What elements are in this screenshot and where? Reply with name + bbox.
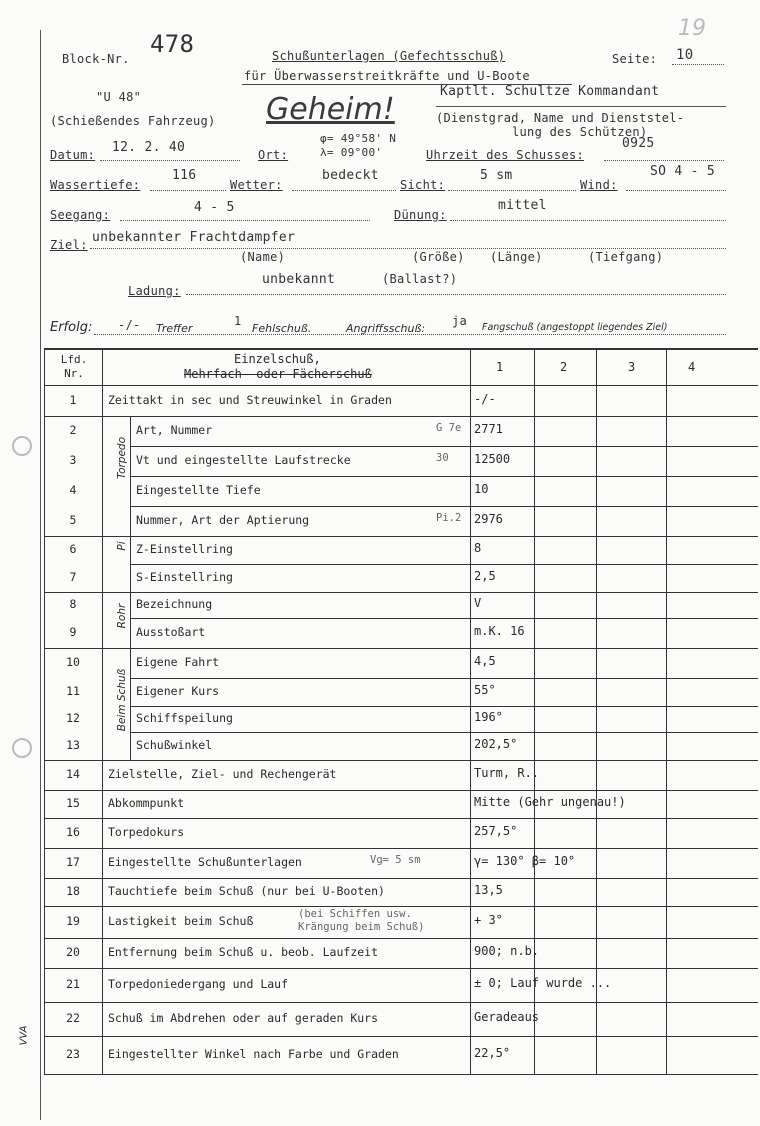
swell-value: mittel (498, 198, 547, 213)
block-number: 478 (150, 30, 195, 58)
row-rule (130, 446, 758, 447)
row-value-col1: 10 (474, 482, 489, 496)
row-value-col1: Mitte (Gehr ungenau!) (474, 795, 626, 809)
row-number: 8 (69, 597, 77, 611)
name-label: (Name) (240, 250, 286, 264)
date-dots (100, 160, 240, 161)
row-rule (130, 476, 758, 477)
row-value-col1: -/- (474, 391, 496, 406)
header-col-2: 2 (560, 360, 568, 374)
header-desc-line1: Einzelschuß, (234, 352, 321, 366)
row-label: Eigener Kurs (136, 684, 220, 698)
row-rule (44, 1036, 758, 1037)
row-number: 15 (66, 796, 80, 810)
row-label: Zielstelle, Ziel- und Rechengerät (108, 767, 337, 781)
col-3-rule (666, 348, 667, 1074)
misses-label: Fehlschuß. (252, 322, 312, 335)
row-label: Ausstoßart (136, 625, 206, 639)
row-rule (44, 1074, 758, 1075)
row-label: Vt und eingestellte Laufstrecke (136, 453, 351, 467)
page-number-dots (672, 64, 724, 65)
row-rule (44, 906, 758, 907)
time-dots (604, 160, 724, 161)
misses-value: 1 (234, 314, 242, 328)
weather-value: bedeckt (322, 168, 379, 183)
row-rule (130, 706, 758, 707)
sight-dots (448, 190, 576, 191)
row-number: 10 (66, 655, 80, 669)
page-corner-number: 19 (678, 16, 706, 41)
row-rule (44, 878, 758, 879)
swell-dots (450, 220, 726, 221)
sea-label: Seegang: (50, 208, 111, 222)
row-rule (130, 732, 758, 733)
row-rule (44, 938, 758, 939)
row-label: Art, Nummer (136, 423, 213, 437)
page-number: 10 (676, 47, 694, 63)
row-value-col1: 2976 (474, 512, 503, 526)
vessel-label: (Schießendes Fahrzeug) (50, 114, 216, 128)
row-value-col1: γ= 130° β= 10° (474, 854, 576, 868)
result-label: Erfolg: (50, 320, 93, 335)
row-note: 30 (436, 452, 449, 464)
row-label: Lastigkeit beim Schuß (108, 914, 254, 928)
time-value: 0925 (622, 136, 655, 151)
row-rule (44, 818, 758, 819)
block-label: Block-Nr. (62, 52, 130, 66)
draft-label: (Tiefgang) (588, 250, 664, 264)
row-rule (44, 848, 758, 849)
commander-label-line1: (Dienstgrad, Name und Dienststel- (436, 111, 685, 125)
header-desc-line2: Mehrfach- oder Fächerschuß (184, 367, 372, 381)
row-number: 12 (66, 711, 80, 725)
row-value-col1: Turm, R.. (474, 766, 540, 780)
header-col-1: 1 (496, 360, 504, 374)
location-lat: φ= 49°58' N (320, 132, 397, 145)
row-rule (130, 564, 758, 565)
row-label: Z-Einstellring (136, 542, 233, 556)
table-header-rule (44, 385, 758, 386)
row-number: 3 (69, 453, 77, 467)
row-number: 1 (69, 392, 77, 407)
row-note: (bei Schiffen usw. Krängung beim Schuß) (298, 908, 425, 933)
row-value-col1: 257,5° (474, 824, 518, 838)
ballast-label: (Ballast?) (382, 272, 458, 286)
depth-label: Wassertiefe: (50, 178, 141, 192)
group-label-torpedo: Torpedo (116, 436, 128, 480)
catch-shot-label: Fangschuß (angestoppt liegendes Ziel) (482, 322, 668, 333)
row-number: 16 (66, 825, 80, 839)
row-value-col1: 202,5° (474, 737, 518, 751)
row-value-col1: m.K. 16 (474, 624, 525, 638)
weather-dots (292, 190, 396, 191)
cargo-value: unbekannt (262, 272, 336, 287)
left-margin-line (40, 30, 41, 1120)
form-title: Schußunterlagen (Gefechtsschuß) (272, 49, 506, 63)
row-number: 19 (66, 914, 80, 928)
col-2-rule (596, 348, 597, 1074)
location-lon: λ= 09°00' (320, 146, 383, 159)
row-value-col1: V (474, 596, 482, 610)
row-note: G 7e (436, 422, 462, 434)
row-value-col1: 2771 (474, 422, 503, 436)
row-label: Eingestellte Tiefe (136, 483, 261, 497)
punch-hole-bottom (12, 738, 32, 758)
group-label-pi: Pi (116, 541, 128, 551)
row-number: 23 (66, 1047, 80, 1061)
row-value-col1: 196° (474, 710, 503, 724)
row-rule (44, 968, 758, 969)
row-label: Torpedoniedergang und Lauf (108, 977, 289, 991)
row-label: Bezeichnung (136, 597, 213, 611)
secret-stamp: Geheim! (266, 92, 395, 127)
row-number: 13 (66, 738, 80, 752)
row-value-col1: Geradeaus (474, 1010, 540, 1024)
row-value-col1: 4,5 (474, 654, 496, 668)
row-label: S-Einstellring (136, 570, 233, 584)
row-number: 7 (69, 570, 77, 584)
col-lfd-rule (102, 348, 103, 1074)
row-number: 17 (66, 855, 80, 869)
row-label: Zeittakt in sec und Streuwinkel in Graden (108, 392, 392, 407)
row-label: Entfernung beim Schuß u. beob. Laufzeit (108, 945, 379, 959)
table-top-rule (44, 348, 758, 350)
row-label: Eingestellter Winkel nach Farbe und Graden (108, 1047, 399, 1061)
row-rule (44, 416, 758, 417)
row-label: Nummer, Art der Aptierung (136, 513, 310, 527)
row-label: Schiffspeilung (136, 711, 233, 725)
row-number: 4 (69, 483, 77, 497)
result-hits: -/- (118, 318, 141, 332)
row-label: Tauchtiefe beim Schuß (nur bei U-Booten) (108, 884, 385, 898)
row-label: Schuß im Abdrehen oder auf geraden Kurs (108, 1011, 379, 1025)
row-value-col1: 8 (474, 541, 482, 555)
row-note: Vg= 5 sm (370, 854, 421, 866)
date-value: 12. 2. 40 (112, 140, 186, 155)
row-value-col1: 2,5 (474, 569, 496, 583)
row-number: 20 (66, 945, 80, 959)
group-label-rohr: Rohr (116, 603, 128, 629)
attack-value: ja (452, 314, 468, 328)
row-number: 11 (66, 684, 80, 698)
row-rule (44, 790, 758, 791)
result-dots (94, 334, 726, 335)
row-number: 22 (66, 1011, 80, 1025)
sea-dots (120, 220, 370, 221)
row-number: 14 (66, 767, 80, 781)
row-number: 2 (69, 423, 77, 437)
wind-dots (626, 190, 726, 191)
attack-label: Angriffsschuß: (346, 322, 426, 335)
row-number: 6 (69, 542, 77, 556)
swell-label: Dünung: (394, 208, 447, 222)
col-1-rule (534, 348, 535, 1074)
target-dots (90, 248, 726, 249)
header-col-4: 4 (688, 360, 696, 374)
target-value: unbekannter Frachtdampfer (92, 230, 296, 245)
sea-value: 4 - 5 (194, 200, 235, 215)
target-label: Ziel: (50, 238, 88, 252)
row-rule (130, 506, 758, 507)
cargo-dots (186, 294, 726, 295)
row-label: Eigene Fahrt (136, 655, 220, 669)
row-rule (130, 618, 758, 619)
cargo-label: Ladung: (128, 284, 181, 298)
commander-rule (436, 106, 726, 107)
row-label: Schußwinkel (136, 738, 213, 752)
margin-note: VVA (18, 1025, 30, 1046)
row-value-col1: 12500 (474, 452, 511, 466)
row-value-col1: + 3° (474, 913, 503, 927)
col-desc-rule (470, 348, 471, 1074)
sight-label: Sicht: (400, 178, 446, 192)
row-value-col1: 55° (474, 683, 496, 697)
row-value-col1: 13,5 (474, 883, 503, 897)
size-label: (Größe) (412, 250, 465, 264)
row-label: Abkommpunkt (108, 796, 185, 810)
row-rule (130, 678, 758, 679)
row-label: Eingestellte Schußunterlagen (108, 855, 302, 869)
depth-value: 116 (172, 168, 197, 183)
page-label: Seite: (612, 52, 658, 66)
length-label: (Länge) (490, 250, 543, 264)
group-column-rule (130, 416, 131, 760)
time-label: Uhrzeit des Schusses: (426, 148, 585, 162)
commander-value: Kaptlt. Schultze Kommandant (440, 84, 660, 99)
shot-data-table (44, 348, 758, 1074)
row-rule (44, 536, 758, 537)
vessel-value: "U 48" (96, 90, 142, 104)
header-col-3: 3 (628, 360, 636, 374)
date-label: Datum: (50, 148, 96, 162)
row-number: 9 (69, 625, 77, 639)
row-rule (44, 1002, 758, 1003)
row-rule (44, 648, 758, 649)
wind-value: SO 4 - 5 (650, 164, 716, 179)
row-rule (44, 760, 758, 761)
row-value-col1: ± 0; Lauf wurde ... (474, 976, 612, 990)
weather-label: Wetter: (230, 178, 283, 192)
row-number: 21 (66, 977, 80, 991)
wind-label: Wind: (580, 178, 618, 192)
header-lfd: Lfd. Nr. (60, 353, 88, 380)
sight-value: 5 sm (480, 168, 513, 183)
form-subtitle: für Überwasserstreitkräfte und U-Boote (244, 69, 530, 83)
group-label-beim-schuss: Beim Schuß (116, 668, 128, 732)
commander-label-line2: lung des Schützen) (512, 125, 648, 139)
row-value-col1: 22,5° (474, 1046, 511, 1060)
row-note: Pi.2 (436, 512, 462, 524)
row-number: 18 (66, 884, 80, 898)
row-rule (44, 592, 758, 593)
depth-dots (150, 190, 226, 191)
row-number: 5 (69, 513, 77, 527)
punch-hole-top (12, 436, 32, 456)
location-label: Ort: (258, 148, 289, 162)
hits-label: Treffer (156, 322, 193, 335)
row-value-col1: 900; n.b. (474, 944, 540, 958)
row-label: Torpedokurs (108, 825, 185, 839)
